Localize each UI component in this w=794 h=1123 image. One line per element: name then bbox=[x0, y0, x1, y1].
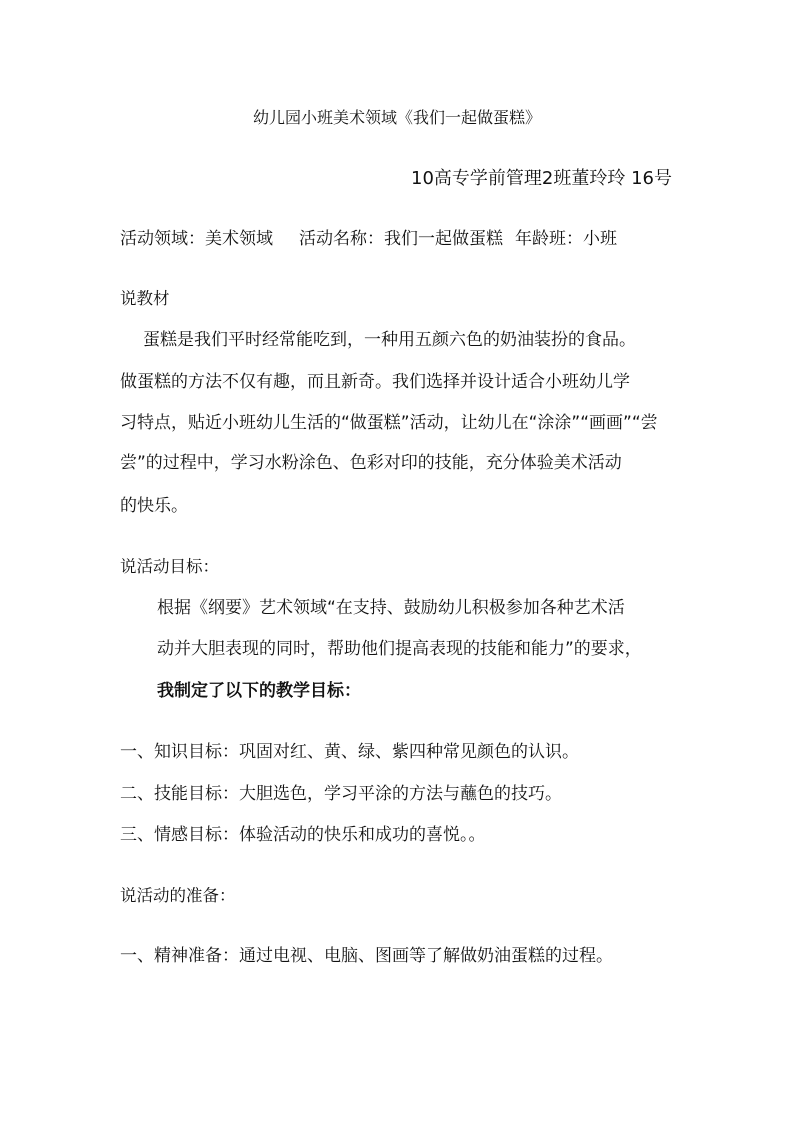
author-line: 10高专学前管理2班董玲玲 16号 bbox=[411, 168, 672, 189]
section-heading-material: 说教材 bbox=[120, 289, 170, 308]
goals-intro-line-2: 动并大胆表现的同时，帮助他们提高表现的技能和能力”的要求， bbox=[157, 639, 642, 659]
material-line-5: 的快乐。 bbox=[120, 496, 188, 516]
activity-field: 活动领域：美术领域 bbox=[120, 229, 273, 249]
goals-intro-line-1: 根据《纲要》艺术领域“在支持、鼓励幼儿积极参加各种艺术活 bbox=[157, 598, 625, 618]
section-heading-preparation: 说活动的准备： bbox=[120, 886, 236, 905]
goals-intro-line-3: 我制定了以下的教学目标： bbox=[157, 681, 361, 701]
goal-item-emotion: 三、情感目标：体验活动的快乐和成功的喜悦。。 bbox=[120, 825, 486, 845]
material-line-3: 习特点，贴近小班幼儿生活的“做蛋糕”活动，让幼儿在“涂涂”“画画”“尝 bbox=[120, 413, 658, 433]
section-heading-goals: 说活动目标： bbox=[120, 557, 219, 576]
goal-item-skill: 二、技能目标：大胆选色，学习平涂的方法与蘸色的技巧。 bbox=[120, 784, 562, 804]
document-title: 幼儿园小班美术领域《我们一起做蛋糕》 bbox=[252, 108, 541, 127]
activity-info-line bbox=[120, 227, 617, 251]
material-line-2: 做蛋糕的方法不仅有趣，而且新奇。我们选择并设计适合小班幼儿学 bbox=[120, 372, 630, 392]
material-paragraph-line bbox=[143, 328, 636, 352]
material-line-4: 尝”的过程中，学习水粉涂色、色彩对印的技能，充分体验美术活动 bbox=[120, 453, 622, 473]
activity-age-group: 年龄班：小班 bbox=[515, 229, 617, 249]
prep-item-mental: 一、精神准备：通过电视、电脑、图画等了解做奶油蛋糕的过程。 bbox=[120, 946, 613, 966]
goal-item-knowledge: 一、知识目标：巩固对红、黄、绿、紫四种常见颜色的认识。 bbox=[120, 742, 579, 762]
material-line-1: 蛋糕是我们平时经常能吃到，一种用五颜六色的奶油装扮的食品。 bbox=[143, 330, 636, 350]
activity-name: 活动名称：我们一起做蛋糕 bbox=[299, 229, 503, 249]
